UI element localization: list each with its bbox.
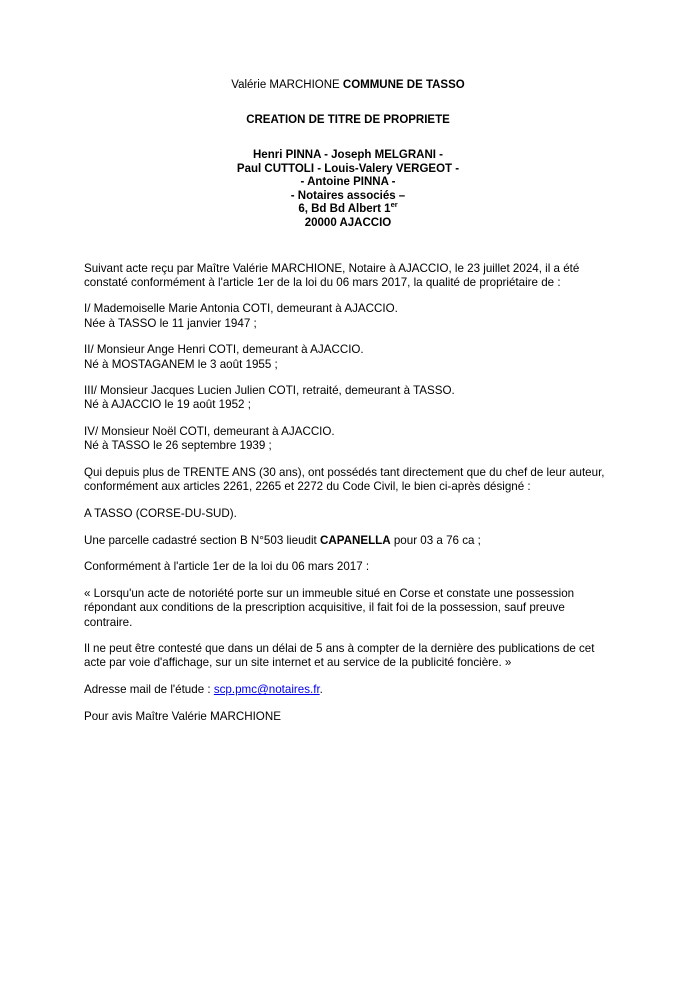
owner-birth: Né à TASSO le 26 septembre 1939 ;: [84, 439, 272, 453]
parcel-suffix-text: pour 03 a 76 ca ;: [390, 533, 481, 547]
owner-entry-2: [84, 343, 612, 371]
law-reference-paragraph: Conformément à l'article 1er de la loi du 06 mars 2017 :: [84, 560, 370, 574]
email-label: Adresse mail de l'étude :: [84, 683, 214, 697]
header-commune-line: [84, 78, 612, 92]
owner-birth: Née à TASSO le 11 janvier 1947 ;: [84, 316, 257, 330]
owner-identity: I/ Mademoiselle Marie Antonia COTI, demeurant à AJACCIO.: [84, 302, 398, 316]
parcel-description: [84, 534, 612, 548]
notary-line-4: - Notaires associés –: [290, 189, 406, 202]
intro-paragraph: Suivant acte reçu par Maître Valérie MARCHIONE, Notaire à AJACCIO, le 23 juillet 2024, il a été constaté conformément à l'article 1er de la loi du 06 mars 2017, la qualité de propriétaire de :: [84, 261, 580, 289]
possession-paragraph: Qui depuis plus de TRENTE ANS (30 ans), ont possédés tant directement que du chef de leur auteur, conformément aux articles 2261, 2265 et 2272 du Code Civil, le bien ci-après désigné :: [84, 466, 605, 494]
parcel-locality-name: CAPANELLA: [320, 533, 391, 547]
owner-entry-4: [84, 425, 612, 453]
owner-birth: Né à MOSTAGANEM le 3 août 1955 ;: [84, 357, 278, 371]
notary-name-inline: Valérie MARCHIONE: [231, 79, 343, 91]
email-paragraph: [84, 683, 612, 697]
address-street-text: 6, Bd Bd Albert 1: [298, 203, 391, 216]
owner-identity: III/ Monsieur Jacques Lucien Julien COTI, retraité, demeurant à TASSO.: [84, 384, 455, 398]
legal-quote-part-1: « Lorsqu'un acte de notoriété porte sur un immeuble situé en Corse et constate une possession répondant aux conditions de la prescription acquisitive, il fait foi de la possession, sauf preuve contraire.: [84, 587, 575, 629]
notary-address-street: [84, 200, 612, 217]
owner-identity: IV/ Monsieur Noël COTI, demeurant à AJACCIO.: [84, 425, 335, 439]
owner-entry-1: [84, 302, 612, 330]
email-link[interactable]: scp.pmc@notaires.fr: [213, 683, 320, 697]
document-header: [84, 78, 612, 231]
notary-line-1: Henri PINNA - Joseph MELGRANI -: [253, 149, 443, 161]
parcel-prefix-text: Une parcelle cadastré section B N°503 lieudit: [84, 533, 320, 547]
owner-entry-3: [84, 384, 612, 412]
legal-quote-part-2: Il ne peut être contesté que dans un délai de 5 ans à compter de la dernière des publications de cet acte par voie d'affichage, sur un site internet et au service de la publicité foncière. »: [84, 642, 595, 670]
owner-identity: II/ Monsieur Ange Henri COTI, demeurant à AJACCIO.: [84, 343, 364, 357]
document-body: [84, 262, 612, 724]
document-content: [84, 0, 612, 724]
address-ordinal-suffix: er: [390, 200, 398, 210]
notary-office-block: [84, 149, 612, 231]
notary-address-city: 20000 AJACCIO: [304, 216, 392, 229]
owner-birth: Né à AJACCIO le 19 août 1952 ;: [84, 398, 251, 412]
email-trailing-period: .: [319, 683, 323, 697]
document-title: CREATION DE TITRE DE PROPRIETE: [246, 114, 450, 126]
signature-line: Pour avis Maître Valérie MARCHIONE: [84, 709, 281, 723]
notary-line-2: Paul CUTTOLI - Louis-Valery VERGEOT -: [236, 162, 460, 175]
notary-line-3: - Antoine PINNA -: [300, 176, 396, 189]
commune-name: COMMUNE DE TASSO: [342, 79, 465, 91]
property-location: A TASSO (CORSE-DU-SUD).: [84, 507, 237, 520]
